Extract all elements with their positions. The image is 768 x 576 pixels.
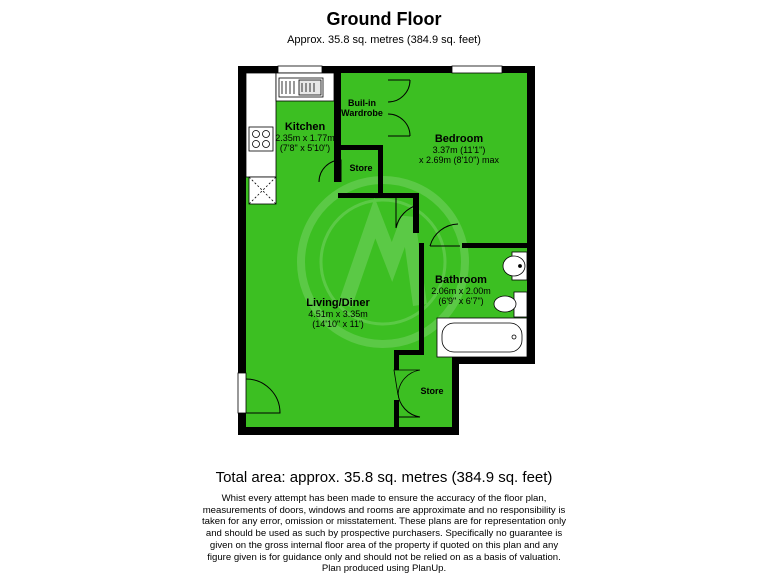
living-dims-imperial: (14'10" x 11')	[312, 319, 364, 329]
plan-title: Ground Floor	[326, 9, 442, 29]
bathroom-dims-metric: 2.06m x 2.00m	[431, 286, 491, 296]
store-upper-label: Store	[349, 163, 373, 173]
disclaimer-text: Whist every attempt has been made to ensure the accuracy of the floor plan, measurements of doors, windows and rooms are approximate and no responsibility is taken for any error, omission or misstatement. These plans are for representation only and should be used as such by prospective purchasers. Specifically no guarantee is given on the gross internal floor area of the property if quoted on this plan and any figure given is for guidance only and should not be relied on as a basis of valuation. Plan produced using PlanUp.	[201, 493, 567, 575]
sink-icon	[279, 78, 323, 97]
living-dims-metric: 4.51m x 3.35m	[308, 309, 368, 319]
bedroom-dims-line1: 3.37m (11'1")	[432, 145, 486, 155]
bedroom-label: Bedroom	[434, 133, 484, 145]
kitchen-dims-imperial: (7'8" x 5'10")	[279, 143, 331, 153]
hob-icon	[249, 127, 273, 151]
bathroom-dims-imperial: (6'9" x 6'7")	[438, 296, 484, 306]
plan-subtitle: Approx. 35.8 sq. metres (384.9 sq. feet)	[287, 34, 481, 46]
kitchen-label: Kitchen	[284, 121, 326, 133]
store-lower-label: Store	[420, 386, 444, 396]
wardrobe-label-line2: Wardrobe	[341, 108, 383, 118]
living-label: Living/Diner	[306, 297, 370, 309]
wardrobe-label-line1: Buil-in	[348, 98, 376, 108]
bedroom-dims-line2: x 2.69m (8'10") max	[419, 155, 499, 165]
appliance-icon	[249, 177, 276, 204]
kitchen-dims-metric: 2.35m x 1.77m	[275, 133, 335, 143]
total-area: Total area: approx. 35.8 sq. metres (384.9 sq. feet)	[215, 469, 553, 486]
kitchen-worktop	[246, 73, 276, 177]
bathroom-label: Bathroom	[435, 274, 487, 286]
bathtub-icon	[437, 318, 527, 357]
